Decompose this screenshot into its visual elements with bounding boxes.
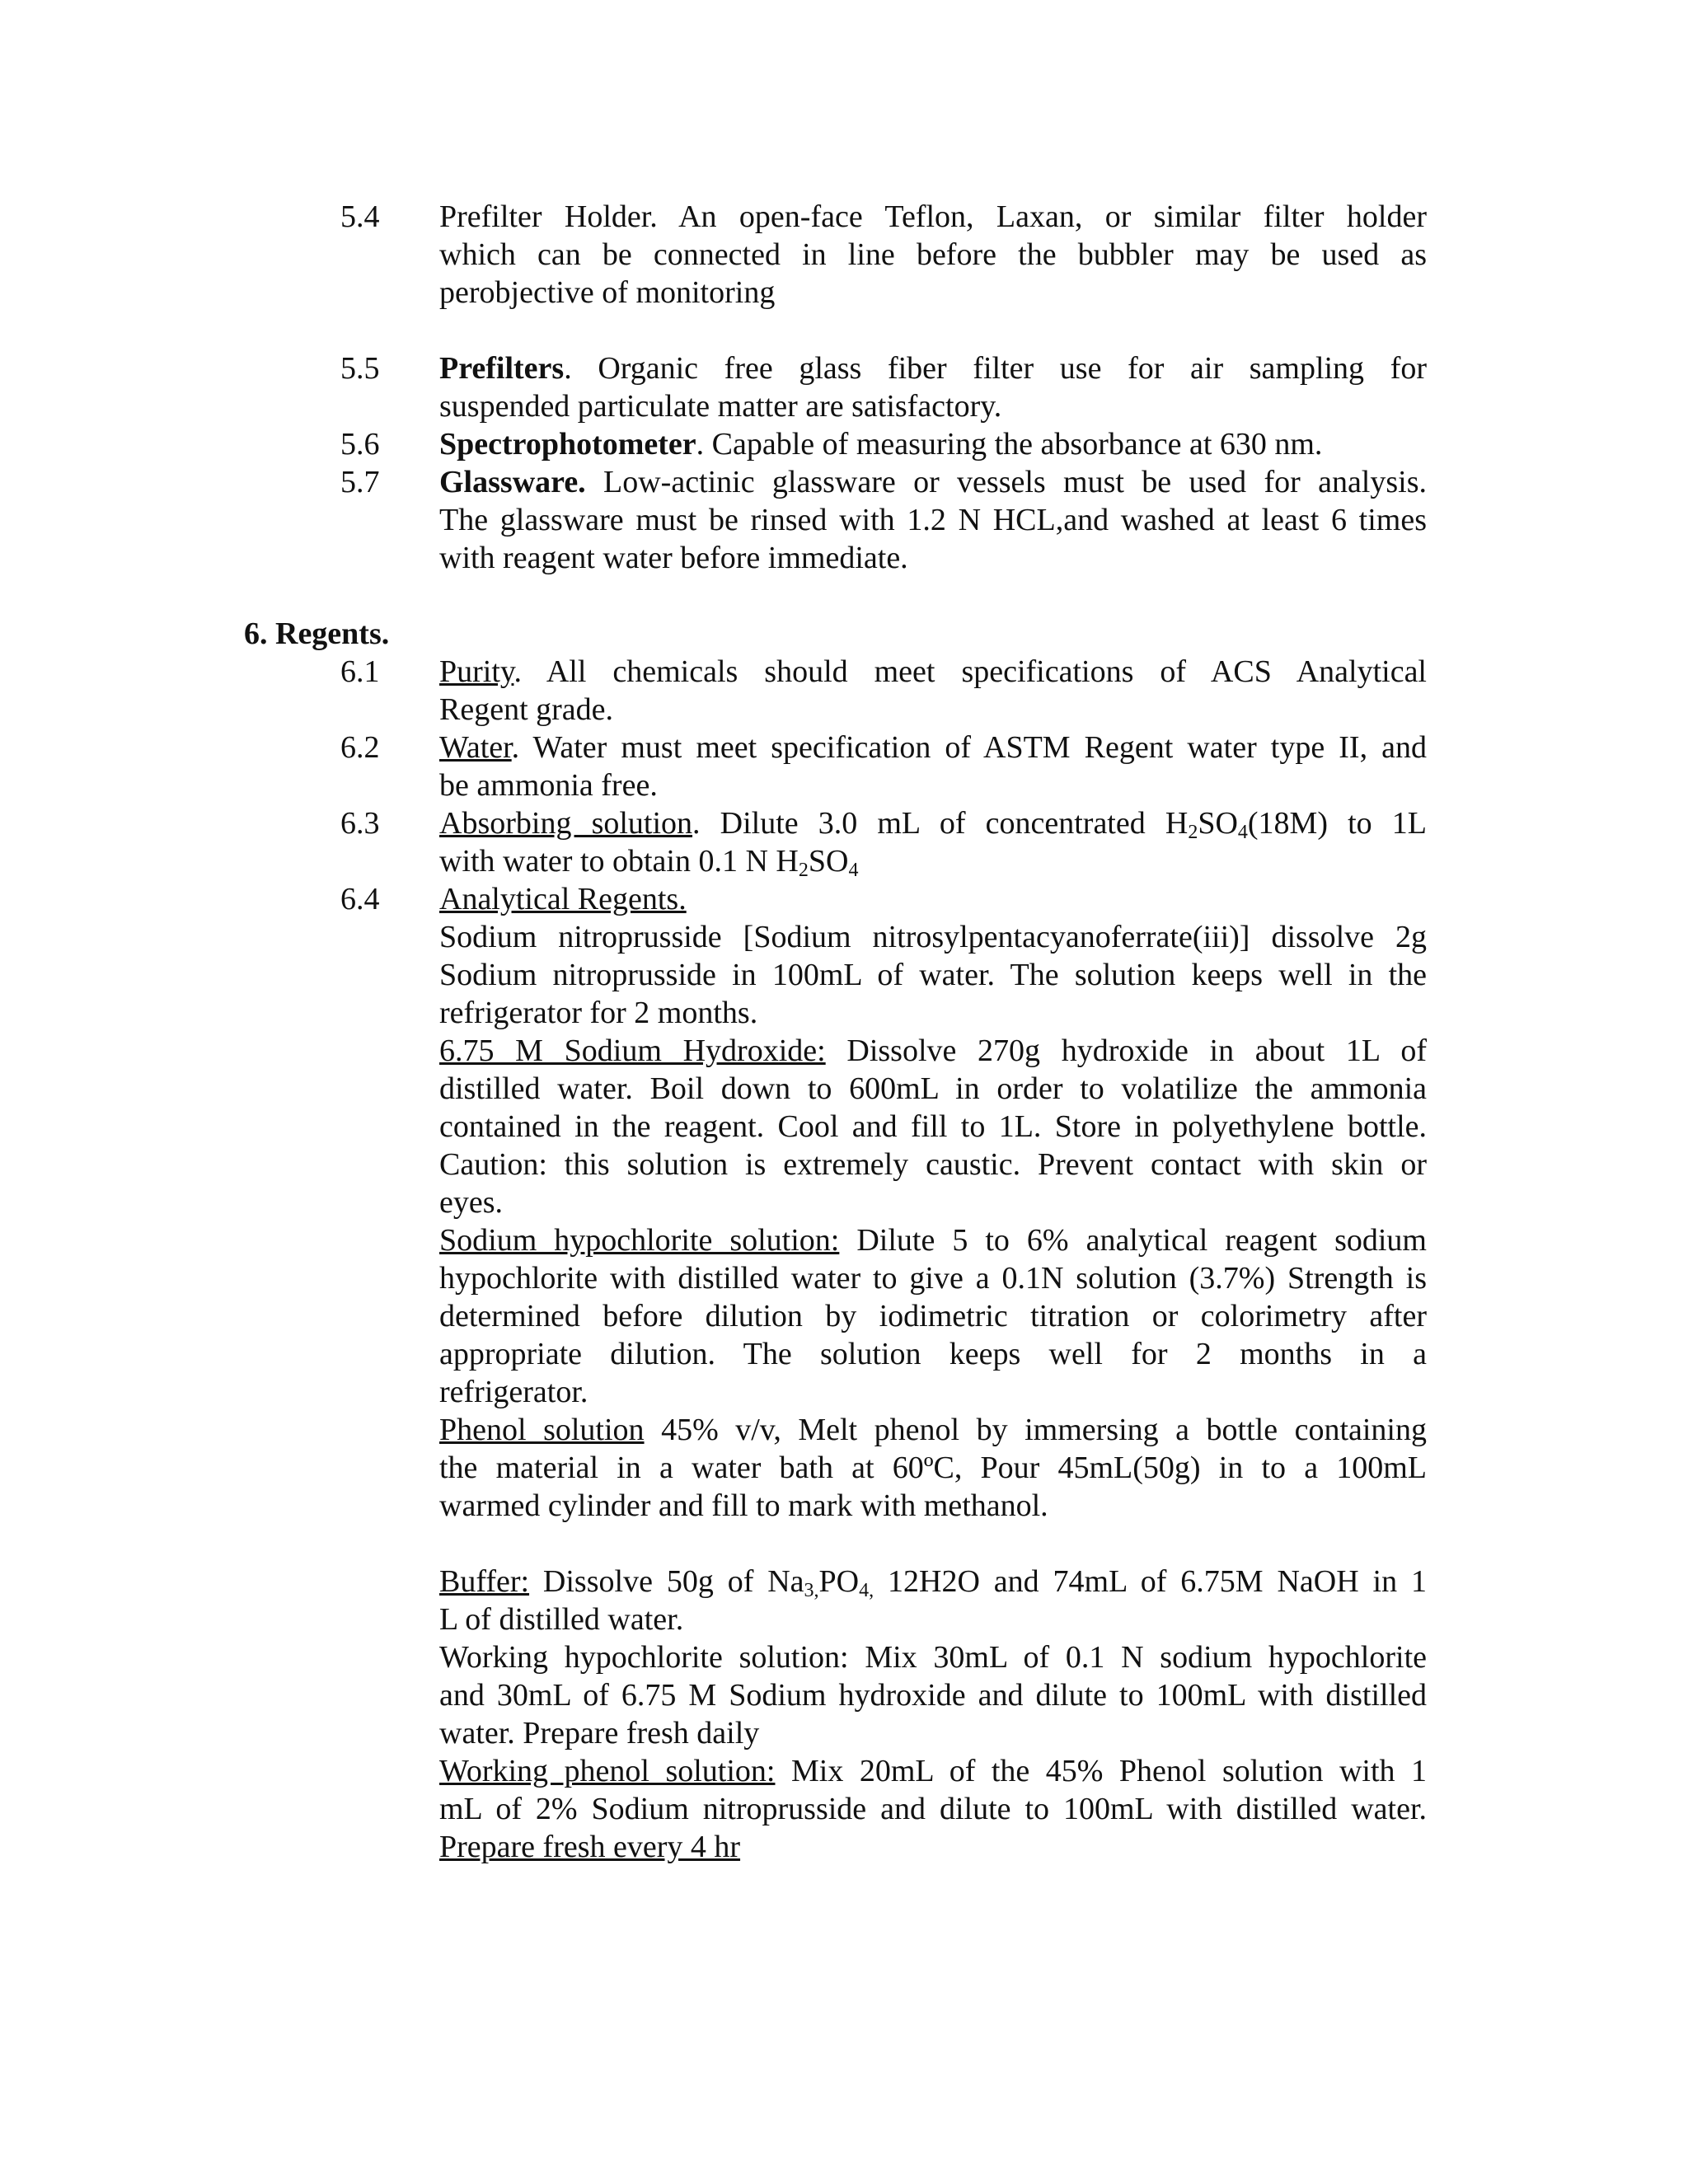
- hypochlorite-line-4: appropriate dilution. The solution keeps well for 2 months in a: [439, 1337, 1427, 1371]
- item-number-6-2: 6.2: [340, 730, 380, 765]
- analytical-regents-term: Analytical Regents.: [439, 882, 687, 916]
- phenol-term: Phenol solution: [439, 1413, 645, 1447]
- naoh-line-5: eyes.: [439, 1185, 504, 1220]
- item-6-2-line-2: be ammonia free.: [439, 768, 658, 803]
- phenol-line-2: the material in a water bath at 60ºC, Pour 45mL(50g) in to a 100mL: [439, 1451, 1427, 1485]
- working-phenol-line-3: [439, 1828, 1427, 1866]
- prefilters-term: Prefilters: [439, 351, 565, 386]
- item-5-6-line-1: Spectrophotometer. Capable of measuring the absorbance at 630 nm.: [439, 427, 1323, 462]
- item-number-5-5: 5.5: [340, 351, 380, 386]
- spectrophotometer-term: Spectrophotometer: [439, 427, 696, 462]
- water-term: Water: [439, 730, 512, 765]
- hypochlorite-line-3: determined before dilution by iodimetric titration or colorimetry after: [439, 1299, 1427, 1333]
- prepare-fresh-note: Prepare fresh every 4 hr: [439, 1830, 741, 1864]
- item-number-6-4: 6.4: [340, 882, 380, 916]
- glassware-term: Glassware.: [439, 465, 586, 499]
- working-hypochlorite-line-1: Working hypochlorite solution: Mix 30mL of 0.1 N sodium hypochlorite: [439, 1640, 1427, 1675]
- hypochlorite-line-5: refrigerator.: [439, 1375, 588, 1409]
- working-hypochlorite-line-2: and 30mL of 6.75 M Sodium hydroxide and dilute to 100mL with distilled: [439, 1678, 1427, 1713]
- item-6-2-line-1: Water. Water must meet specification of ASTM Regent water type II, and: [439, 730, 1427, 765]
- naoh-line-1: 6.75 M Sodium Hydroxide: Dissolve 270g hydroxide in about 1L of: [439, 1033, 1428, 1068]
- phenol-line-3: warmed cylinder and fill to mark with methanol.: [439, 1488, 1048, 1523]
- naoh-line-2: distilled water. Boil down to 600mL in order to volatilize the ammonia: [439, 1071, 1427, 1106]
- nitroprusside-line-2: Sodium nitroprusside in 100mL of water. The solution keeps well in the: [439, 958, 1427, 992]
- item-number-6-1: 6.1: [340, 654, 380, 689]
- hypochlorite-line-1: Sodium hypochlorite solution: Dilute 5 to 6% analytical reagent sodium: [439, 1223, 1427, 1258]
- nitroprusside-line-3: refrigerator for 2 months.: [439, 996, 758, 1030]
- item-5-7-line-2: The glassware must be rinsed with 1.2 N HCL,and washed at least 6 times: [439, 503, 1427, 537]
- naoh-line-3: contained in the reagent. Cool and fill to 1L. Store in polyethylene bottle.: [439, 1109, 1427, 1144]
- section-6-heading: 6. Regents.: [244, 616, 390, 651]
- hypochlorite-line-2: hypochlorite with distilled water to give a 0.1N solution (3.7%) Strength is: [439, 1261, 1427, 1296]
- buffer-line-2: L of distilled water.: [439, 1602, 684, 1637]
- item-5-7-line-3: with reagent water before immediate.: [439, 541, 908, 575]
- item-5-4-line-2: which can be connected in line before the bubbler may be used as: [439, 237, 1427, 272]
- absorbing-solution-term: Absorbing solution: [439, 806, 693, 841]
- item-6-1-line-2: Regent grade.: [439, 692, 614, 727]
- item-6-3-line-2: with water to obtain 0.1 N $H_2SO_4$: [439, 844, 859, 881]
- working-hypochlorite-line-3: water. Prepare fresh daily: [439, 1716, 760, 1750]
- item-number-5-7: 5.7: [340, 465, 380, 499]
- hypochlorite-term: Sodium hypochlorite solution:: [439, 1223, 840, 1258]
- item-6-3-line-1: Absorbing solution. Dilute 3.0 mL of concentrated $H_2SO_4(18M)$ to 1L: [439, 806, 1427, 843]
- item-5-7-line-1: Glassware. Low-actinic glassware or vessels must be used for analysis.: [439, 465, 1427, 499]
- naoh-term: 6.75 M Sodium Hydroxide:: [439, 1033, 826, 1068]
- item-5-5-line-2: suspended particulate matter are satisfactory.: [439, 389, 1002, 424]
- item-5-4-line-3: perobjective of monitoring: [439, 275, 776, 310]
- item-6-1-line-1: Purity. All chemicals should meet specifications of ACS Analytical: [439, 654, 1427, 689]
- working-phenol-line-1: Working phenol solution: Mix 20mL of the 45% Phenol solution with 1: [439, 1754, 1427, 1788]
- item-5-5-line-1: Prefilters. Organic free glass fiber filter use for air sampling for: [439, 351, 1427, 386]
- item-number-5-6: 5.6: [340, 427, 380, 462]
- buffer-line-1: Buffer: Dissolve 50g of $Na_{3,}PO_{4,}$ 12H2O and 74mL of 6.75M NaOH in 1: [439, 1564, 1427, 1601]
- item-number-5-4: 5.4: [340, 199, 380, 234]
- item-number-6-3: 6.3: [340, 806, 380, 841]
- purity-term: Purity: [439, 654, 514, 689]
- nitroprusside-line-1: Sodium nitroprusside [Sodium nitrosylpentacyanoferrate(iii)] dissolve 2g: [439, 920, 1427, 954]
- item-6-4-line-1: [439, 880, 1427, 918]
- phenol-line-1: Phenol solution 45% v/v, Melt phenol by immersing a bottle containing: [439, 1413, 1427, 1447]
- working-phenol-line-2: mL of 2% Sodium nitroprusside and dilute to 100mL with distilled water.: [439, 1792, 1427, 1826]
- buffer-term: Buffer:: [439, 1564, 530, 1599]
- naoh-line-4: Caution: this solution is extremely caustic. Prevent contact with skin or: [439, 1147, 1427, 1182]
- working-phenol-term: Working phenol solution:: [439, 1754, 776, 1788]
- item-5-4-line-1: Prefilter Holder. An open-face Teflon, Laxan, or similar filter holder: [439, 199, 1427, 234]
